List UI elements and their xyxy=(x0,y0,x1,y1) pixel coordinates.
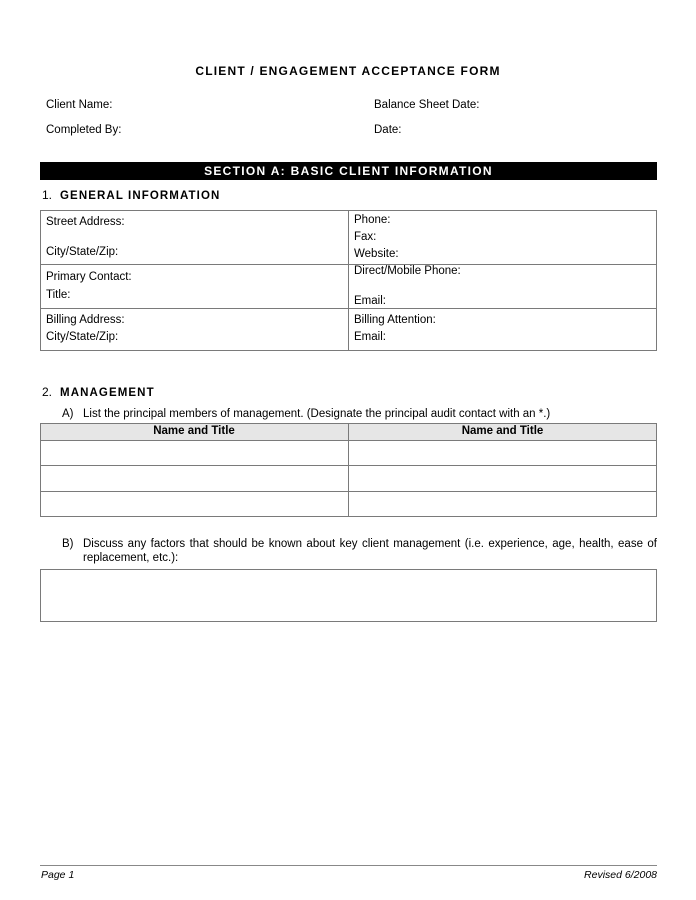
management-b-text: Discuss any factors that should be known about key client management (i.e. experience, age, health, ease of replacement, etc.): xyxy=(83,538,657,564)
management-row-1-col-2[interactable] xyxy=(349,441,656,465)
management-b-marker: B) xyxy=(62,538,74,550)
page-number: Page 1 xyxy=(41,869,75,881)
billing-attention-label: Billing Attention: xyxy=(354,314,436,326)
management-a-text: List the principal members of management. (Designate the principal audit contact with an *.) xyxy=(83,408,551,420)
phone-label: Phone: xyxy=(354,214,391,226)
billing-email-label: Email: xyxy=(354,331,386,343)
section-a-header: SECTION A: BASIC CLIENT INFORMATION xyxy=(40,162,657,180)
management-factors-textbox[interactable] xyxy=(40,569,657,622)
general-information-number: 1. xyxy=(42,188,53,202)
general-information-title: GENERAL INFORMATION xyxy=(60,190,221,202)
balance-sheet-date-label: Balance Sheet Date: xyxy=(374,99,480,111)
form-title: CLIENT / ENGAGEMENT ACCEPTANCE FORM xyxy=(195,64,501,78)
direct-mobile-phone-label: Direct/Mobile Phone: xyxy=(354,265,461,277)
management-heading xyxy=(42,385,155,399)
management-col2-header: Name and Title xyxy=(461,425,544,437)
management-row-3-col-2[interactable] xyxy=(349,492,656,516)
contact-title-label: Title: xyxy=(46,289,71,301)
website-label: Website: xyxy=(354,248,399,260)
street-address-label: Street Address: xyxy=(46,216,125,228)
general-table-row-divider-2 xyxy=(40,308,657,309)
management-row-1-col-1[interactable] xyxy=(41,441,347,465)
management-row-2-col-2[interactable] xyxy=(349,466,656,491)
contact-email-label: Email: xyxy=(354,295,386,307)
fax-label: Fax: xyxy=(354,231,377,243)
date-label: Date: xyxy=(374,124,402,136)
revision-date: Revised 6/2008 xyxy=(584,869,657,881)
completed-by-label: Completed By: xyxy=(46,124,122,136)
client-name-label: Client Name: xyxy=(46,99,113,111)
management-number: 2. xyxy=(42,385,53,399)
general-information-heading xyxy=(42,188,220,202)
management-a-marker: A) xyxy=(62,408,74,420)
management-title: MANAGEMENT xyxy=(60,387,155,399)
management-row-2-col-1[interactable] xyxy=(41,466,347,491)
billing-city-state-zip-label: City/State/Zip: xyxy=(46,331,119,343)
footer-divider xyxy=(40,865,657,866)
management-row-3-col-1[interactable] xyxy=(41,492,347,516)
general-table-divider xyxy=(348,210,349,351)
billing-address-label: Billing Address: xyxy=(46,314,125,326)
general-table-row-divider-1 xyxy=(40,264,657,265)
city-state-zip-label: City/State/Zip: xyxy=(46,246,119,258)
management-col1-header: Name and Title xyxy=(153,425,235,437)
primary-contact-label: Primary Contact: xyxy=(46,271,132,283)
